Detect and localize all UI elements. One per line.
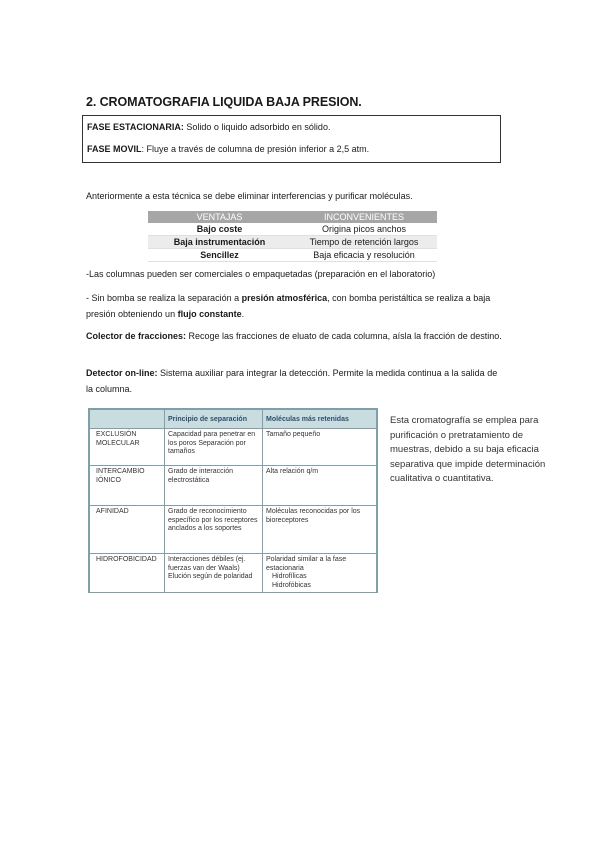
detector-text: Sistema auxiliar para integrar la detección. Permite la medida continua a la salida de la columna. <box>86 368 498 394</box>
retained-sub-hydrophobic: Hidrofóbicas <box>272 581 311 589</box>
separation-type: INTERCAMBIO IÓNICO <box>90 466 165 506</box>
table-row <box>90 429 377 466</box>
separation-principle: Capacidad para penetrar en los poros Separación por tamaños <box>165 429 263 466</box>
detector-label: Detector on-line: <box>86 368 158 378</box>
table-row <box>90 554 377 593</box>
separation-principle: Grado de reconocimiento específico por los receptores anclados a los soportes <box>165 506 263 554</box>
separation-retained-cell <box>263 554 377 593</box>
separation-retained: Tamaño pequeño <box>263 429 377 466</box>
advantage-cell: Bajo coste <box>148 223 291 236</box>
columns-paragraph: -Las columnas pueden ser comerciales o empaquetadas (preparación en el laboratorio) <box>86 269 436 279</box>
pressure-text-c: , con bomba peristáltica se realiza a baja presión obteniendo un <box>86 293 491 319</box>
pressure-text-e: . <box>241 308 245 319</box>
pressure-text-b: presión atmosférica <box>241 293 328 303</box>
separation-table <box>88 408 378 593</box>
fraction-collector-text: Recoge las fracciones de eluato de cada columna, aísla la fracción de destino. <box>186 331 502 341</box>
mobile-phase-text: : Fluye a través de columna de presión inferior a 2,5 atm. <box>141 144 370 154</box>
header-principle: Principio de separación <box>165 410 263 429</box>
disadvantage-cell: Tiempo de retención largos <box>291 236 437 249</box>
retained-sub-hydrophilic: Hidrofílicas <box>272 573 307 580</box>
mobile-phase-line <box>87 144 369 154</box>
advantage-cell: Baja instrumentación <box>148 236 291 249</box>
definitions-box <box>82 115 501 163</box>
pressure-text-a: - Sin bomba se realiza la separación a <box>86 293 242 303</box>
separation-principle: Grado de interacción electrostática <box>165 466 263 506</box>
table-row <box>90 466 377 506</box>
pros-cons-header-row <box>148 211 437 223</box>
pros-cons-table <box>148 211 437 262</box>
pressure-paragraph <box>86 291 506 322</box>
fraction-collector-label: Colector de fracciones: <box>86 331 187 341</box>
separation-retained: Polaridad similar a la fase estacionaria <box>266 556 347 572</box>
header-ventajas: VENTAJAS <box>148 211 291 223</box>
table-row <box>148 249 437 262</box>
table-row <box>148 236 437 249</box>
stationary-phase-line <box>87 122 330 132</box>
separation-principle: Interacciones débiles (ej. fuerzas van der Waals) Elución según de polaridad <box>165 554 263 593</box>
separation-retained: Alta relación q/m <box>263 466 377 506</box>
separation-retained: Moléculas reconocidas por los bioreceptores <box>263 506 377 554</box>
section-title: 2. CROMATOGRAFIA LIQUIDA BAJA PRESION. <box>86 95 362 109</box>
separation-type: AFINIDAD <box>90 506 165 554</box>
separation-type: EXCLUSIÓN MOLECULAR <box>90 429 165 466</box>
advantage-cell: Sencillez <box>148 249 291 262</box>
stationary-phase-label: FASE ESTACIONARIA: <box>87 122 184 132</box>
separation-header-row <box>90 410 377 429</box>
header-blank <box>90 410 165 429</box>
header-retained: Moléculas más retenidas <box>263 410 377 429</box>
separation-type: HIDROFOBICIDAD <box>90 554 165 593</box>
disadvantage-cell: Origina picos anchos <box>291 223 437 236</box>
stationary-phase-text: Solido o liquido adsorbido en sólido. <box>183 122 331 132</box>
intro-text: Anteriormente a esta técnica se debe eliminar interferencias y purificar moléculas. <box>86 191 413 201</box>
side-note: Esta cromatografía se emplea para purificación o pretratamiento de muestras, debido a su baja eficacia separativa que impide determinación cualitativa o cuantitativa. <box>390 415 546 484</box>
disadvantage-cell: Baja eficacia y resolución <box>291 249 437 262</box>
fraction-collector-paragraph <box>86 329 506 345</box>
mobile-phase-label: FASE MOVIL <box>87 144 142 154</box>
detector-paragraph <box>86 366 506 397</box>
header-inconvenientes: INCONVENIENTES <box>291 211 437 223</box>
pressure-text-d: flujo constante <box>177 308 242 319</box>
table-row <box>148 223 437 236</box>
table-row <box>90 506 377 554</box>
